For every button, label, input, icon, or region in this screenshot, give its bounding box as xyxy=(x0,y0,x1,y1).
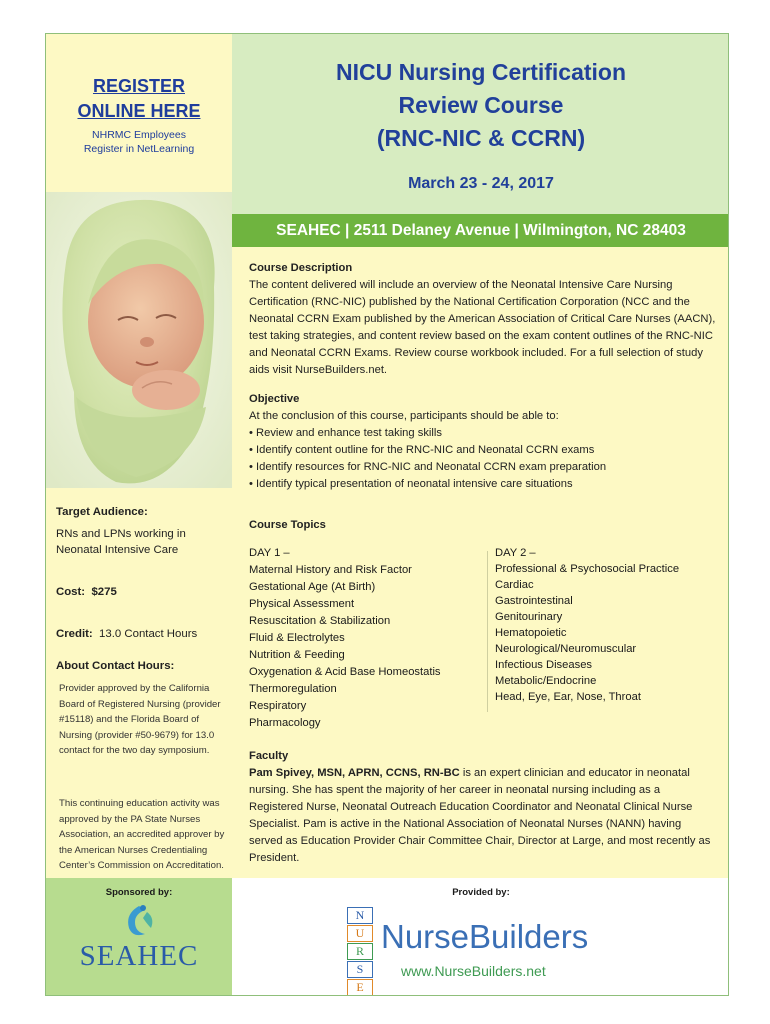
register-link-line1[interactable]: REGISTER xyxy=(92,76,185,96)
faculty-name: Pam Spivey, MSN, APRN, CCNS, RN-BC xyxy=(249,767,460,779)
day1-topic: Oxygenation & Acid Base Homeostatis xyxy=(249,666,441,678)
day2-column xyxy=(495,545,679,705)
credit-row xyxy=(56,628,226,640)
block-letter: N xyxy=(347,907,373,924)
description-heading: Course Description xyxy=(249,262,353,274)
day1-topic: Fluid & Electrolytes xyxy=(249,632,345,644)
day2-topic: Head, Eye, Ear, Nose, Throat xyxy=(495,691,641,703)
block-letter: E xyxy=(347,979,373,996)
day2-label: DAY 2 – xyxy=(495,547,536,559)
faculty-heading: Faculty xyxy=(249,750,289,762)
day1-column xyxy=(249,545,441,731)
register-link-line2[interactable]: ONLINE HERE xyxy=(77,101,201,121)
block-letter: R xyxy=(347,943,373,960)
objective-item: • Identify resources for RNC-NIC and Neonatal CCRN exam preparation xyxy=(249,459,717,476)
day2-topic: Gastrointestinal xyxy=(495,595,573,607)
block-letter: S xyxy=(347,961,373,978)
topics-heading: Course Topics xyxy=(249,519,326,531)
location-band: SEAHEC | 2511 Delaney Avenue | Wilmington, NC 28403 xyxy=(232,214,729,247)
baby-photo xyxy=(46,192,232,488)
credit-label: Credit: xyxy=(56,628,93,640)
nursebuilders-logo-text: NurseBuilders xyxy=(381,918,589,955)
objective-item: • Identify typical presentation of neonatal intensive care situations xyxy=(249,476,717,493)
course-description xyxy=(249,260,717,379)
cost-value: $275 xyxy=(91,586,117,598)
day2-topic: Genitourinary xyxy=(495,611,563,623)
day1-topic: Thermoregulation xyxy=(249,683,337,695)
right-column xyxy=(232,34,729,995)
objective-section xyxy=(249,391,717,493)
seahec-logo-text: SEAHEC xyxy=(79,940,199,972)
contact-hours-text-2: This continuing education activity was approved by the PA State Nurses Association, an accredited approver by the American Nurses Credentialing Center’s Commission on Accreditation. xyxy=(59,798,225,871)
description-text: The content delivered will include an overview of the Neonatal Intensive Care Nursing Certification (RNC-NIC) published by the National Certification Corporation (NCC and the Neonatal CCRN Exam published by the American Association of Critical Care Nurses (AACN), test taking strategies, and content review based on the exam content outlines of the RNC-NIC and Neonatal CCRN Exams. Review course workbook included. For a full selection of study aids visit NurseBuilders.net. xyxy=(249,279,716,376)
target-audience-label: Target Audience: xyxy=(56,506,148,518)
faculty-section xyxy=(249,748,717,867)
faculty-text: is an expert clinician and educator in neonatal nursing. She has spent the majority of her career in neonatal nursing including as a Registered Nurse, Neonatal Outreach Education Coordinator and Neonatal Clinical Nurse Specialist. Pam is active in the National Association of Neonatal Nurses (NANN) having served as Education Provider Chair Committee Chair, Director at Large, and most recently as President. xyxy=(249,767,711,864)
course-title-line3: (RNC-NIC & CCRN) xyxy=(376,125,586,151)
day1-topic: Pharmacology xyxy=(249,717,321,729)
course-title-line2: Review Course xyxy=(398,92,564,118)
course-title-line1: NICU Nursing Certification xyxy=(335,59,627,85)
day1-topic: Gestational Age (At Birth) xyxy=(249,581,376,593)
objective-item: • Identify content outline for the RNC-NIC and Neonatal CCRN exams xyxy=(249,442,717,459)
topics-heading-wrap xyxy=(249,517,717,534)
objective-list xyxy=(249,425,717,493)
day1-topic: Nutrition & Feeding xyxy=(249,649,345,661)
register-note-2: Register in NetLearning xyxy=(83,143,195,155)
register-panel xyxy=(46,34,232,192)
objective-intro: At the conclusion of this course, participants should be able to: xyxy=(249,410,559,422)
register-note-1: NHRMC Employees xyxy=(92,129,186,141)
cost-row xyxy=(56,586,226,598)
course-title xyxy=(232,56,729,155)
day2-topic: Cardiac xyxy=(495,579,534,591)
header-panel xyxy=(232,34,729,214)
cost-label: Cost: xyxy=(56,586,86,598)
seahec-wave-icon xyxy=(119,904,159,940)
provided-by-label: Provided by: xyxy=(452,887,510,898)
day1-topic: Resuscitation & Stabilization xyxy=(249,615,391,627)
day1-topic: Respiratory xyxy=(249,700,307,712)
credit-value: 13.0 Contact Hours xyxy=(99,628,198,640)
day1-label: DAY 1 – xyxy=(249,547,290,559)
target-audience-text: RNs and LPNs working in Neonatal Intensive Care xyxy=(56,528,186,556)
info-panel xyxy=(46,488,232,878)
register-block[interactable] xyxy=(46,74,232,156)
objective-item: • Review and enhance test taking skills xyxy=(249,425,717,442)
faculty-bio xyxy=(249,765,717,867)
day2-topic: Hematopoietic xyxy=(495,627,567,639)
baby-illustration xyxy=(46,192,232,488)
objective-heading: Objective xyxy=(249,393,300,405)
contact-hours-text-1: Provider approved by the California Board of Registered Nursing (provider #15118) and the Florida Board of Nursing (provider #50-9679) for 13.0 contact for the two day symposium. xyxy=(59,683,221,756)
flyer xyxy=(45,33,729,996)
left-column xyxy=(46,34,232,995)
day2-topic: Neurological/Neuromuscular xyxy=(495,643,637,655)
day2-topic: Infectious Diseases xyxy=(495,659,593,671)
sponsored-by-label: Sponsored by: xyxy=(105,887,173,898)
nursebuilders-url[interactable]: www.NurseBuilders.net xyxy=(401,963,546,979)
day1-topic: Maternal History and Risk Factor xyxy=(249,564,412,576)
nursebuilders-blocks-logo xyxy=(347,907,373,996)
topics-divider xyxy=(487,551,488,712)
day2-topic: Metabolic/Endocrine xyxy=(495,675,597,687)
block-letter: U xyxy=(347,925,373,942)
day1-topic: Physical Assessment xyxy=(249,598,355,610)
course-date: March 23 - 24, 2017 xyxy=(408,175,554,192)
day2-topic: Professional & Psychosocial Practice xyxy=(495,563,680,575)
contact-hours-heading: About Contact Hours: xyxy=(56,660,175,672)
